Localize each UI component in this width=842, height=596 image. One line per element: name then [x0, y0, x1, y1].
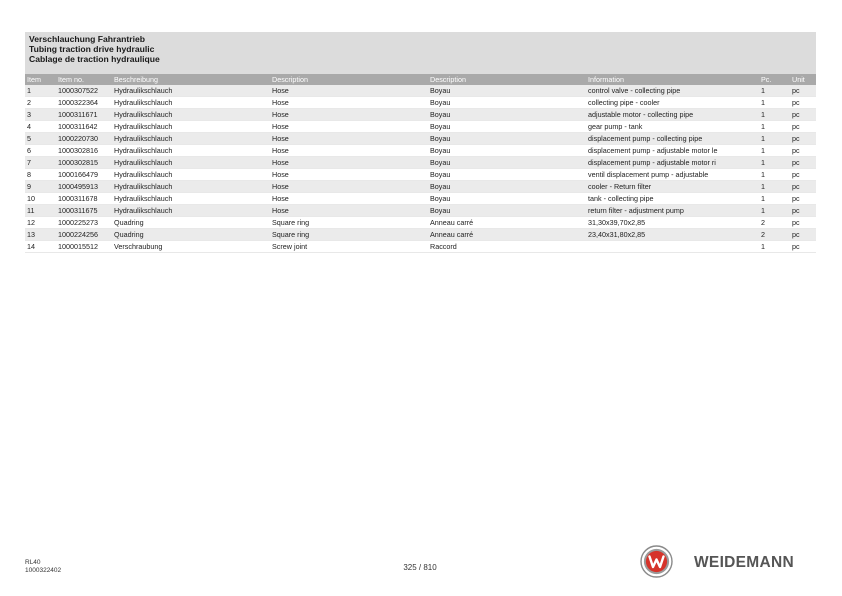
table-cell: 1000311671 — [56, 109, 112, 121]
table-row — [25, 181, 816, 193]
table-row — [25, 217, 816, 229]
column-header: Item no. — [56, 74, 112, 85]
table-cell: 9 — [25, 181, 56, 193]
table-cell: 1000015512 — [56, 241, 112, 253]
table-cell: 23,40x31,80x2,85 — [586, 229, 759, 241]
table-cell: 31,30x39,70x2,85 — [586, 217, 759, 229]
table-cell: 1000311675 — [56, 205, 112, 217]
title-english: Tubing traction drive hydraulic — [29, 44, 155, 54]
table-cell: 14 — [25, 241, 56, 253]
table-cell: 7 — [25, 157, 56, 169]
table-cell: Hydraulikschlauch — [112, 97, 270, 109]
table-body — [25, 85, 816, 253]
table-cell: Hydraulikschlauch — [112, 169, 270, 181]
table-cell: pc — [790, 181, 816, 193]
table-cell: Verschraubung — [112, 241, 270, 253]
table-cell: Hose — [270, 193, 428, 205]
table-cell: 5 — [25, 133, 56, 145]
table-cell: Square ring — [270, 217, 428, 229]
title-french: Cablage de traction hydraulique — [29, 54, 160, 64]
table-cell: 1000322364 — [56, 97, 112, 109]
table-cell: Boyau — [428, 205, 586, 217]
table-cell: Hose — [270, 181, 428, 193]
table-cell: 1000495913 — [56, 181, 112, 193]
parts-table — [25, 74, 816, 253]
table-cell: Anneau carré — [428, 217, 586, 229]
table-cell: 1 — [759, 97, 790, 109]
table-cell: 1000302815 — [56, 157, 112, 169]
column-header: Description — [270, 74, 428, 85]
table-cell: Hydraulikschlauch — [112, 109, 270, 121]
table-cell: Boyau — [428, 121, 586, 133]
table-header-row — [25, 74, 816, 85]
table-cell: Hose — [270, 85, 428, 97]
table-cell: Raccord — [428, 241, 586, 253]
footer-info — [25, 559, 61, 575]
table-cell: control valve - collecting pipe — [586, 85, 759, 97]
table-cell: 12 — [25, 217, 56, 229]
table-cell: 1000220730 — [56, 133, 112, 145]
table-cell: 1000311678 — [56, 193, 112, 205]
table-cell: Hose — [270, 169, 428, 181]
table-cell: Hydraulikschlauch — [112, 193, 270, 205]
table-cell: displacement pump - adjustable motor le — [586, 145, 759, 157]
table-cell: 10 — [25, 193, 56, 205]
table-cell: Hose — [270, 133, 428, 145]
column-header: Information — [586, 74, 759, 85]
model-name: RL40 — [25, 559, 41, 566]
document-number: 1000322402 — [25, 567, 62, 574]
table-cell: Hydraulikschlauch — [112, 85, 270, 97]
table-cell: pc — [790, 85, 816, 97]
table-cell: 1000224256 — [56, 229, 112, 241]
brand-logo — [640, 545, 820, 577]
page-number: 325 / 810 — [403, 563, 437, 572]
table-cell: pc — [790, 217, 816, 229]
table-cell: return filter - adjustment pump — [586, 205, 759, 217]
table-cell: gear pump - tank — [586, 121, 759, 133]
table-cell: pc — [790, 97, 816, 109]
table-cell: pc — [790, 241, 816, 253]
table-cell: ventil displacement pump - adjustable — [586, 169, 759, 181]
table-cell: Hose — [270, 145, 428, 157]
table-cell: 2 — [759, 229, 790, 241]
table-cell: Square ring — [270, 229, 428, 241]
table-cell: 1000225273 — [56, 217, 112, 229]
table-row — [25, 85, 816, 97]
table-cell: 1 — [759, 241, 790, 253]
table-cell: displacement pump - collecting pipe — [586, 133, 759, 145]
table-cell: Hydraulikschlauch — [112, 133, 270, 145]
table-row — [25, 121, 816, 133]
table-cell: 8 — [25, 169, 56, 181]
column-header: Beschreibung — [112, 74, 270, 85]
table-cell: 3 — [25, 109, 56, 121]
table-cell: Boyau — [428, 133, 586, 145]
table-row — [25, 241, 816, 253]
table-cell: pc — [790, 193, 816, 205]
column-header: Unit — [790, 74, 816, 85]
table-cell: Hydraulikschlauch — [112, 205, 270, 217]
table-cell: Boyau — [428, 193, 586, 205]
table-cell: Hose — [270, 157, 428, 169]
table-cell: pc — [790, 133, 816, 145]
table-cell: Hydraulikschlauch — [112, 121, 270, 133]
table-cell: 1000307522 — [56, 85, 112, 97]
table-cell: Hose — [270, 109, 428, 121]
table-cell: Quadring — [112, 229, 270, 241]
table-row — [25, 169, 816, 181]
table-cell: Boyau — [428, 97, 586, 109]
table-cell: 1 — [759, 121, 790, 133]
table-cell: Boyau — [428, 109, 586, 121]
table-cell: 1 — [759, 169, 790, 181]
table-row — [25, 205, 816, 217]
table-cell: pc — [790, 205, 816, 217]
table-cell: Boyau — [428, 85, 586, 97]
table-cell: collecting pipe - cooler — [586, 97, 759, 109]
column-header: Item — [25, 74, 56, 85]
table-cell: Boyau — [428, 181, 586, 193]
table-cell: 1 — [759, 109, 790, 121]
table-row — [25, 133, 816, 145]
table-row — [25, 157, 816, 169]
table-cell: 2 — [25, 97, 56, 109]
section-title-box — [25, 32, 816, 74]
table-cell: cooler - Return filter — [586, 181, 759, 193]
table-cell: Hose — [270, 205, 428, 217]
table-cell: 1 — [759, 193, 790, 205]
table-cell: pc — [790, 109, 816, 121]
table-cell: pc — [790, 145, 816, 157]
table-cell: Hose — [270, 121, 428, 133]
table-cell: tank - collecting pipe — [586, 193, 759, 205]
table-cell: 6 — [25, 145, 56, 157]
table-cell: 11 — [25, 205, 56, 217]
table-cell — [586, 241, 759, 253]
table-cell: 2 — [759, 217, 790, 229]
table-cell: displacement pump - adjustable motor ri — [586, 157, 759, 169]
table-cell: Screw joint — [270, 241, 428, 253]
table-cell: Boyau — [428, 169, 586, 181]
table-cell: Hose — [270, 97, 428, 109]
table-cell: pc — [790, 157, 816, 169]
weidemann-w-logo-icon — [640, 545, 673, 578]
table-cell: 1 — [759, 133, 790, 145]
brand-name: WEIDEMANN — [694, 554, 794, 571]
table-cell: Hydraulikschlauch — [112, 181, 270, 193]
table-cell: 13 — [25, 229, 56, 241]
table-cell: pc — [790, 229, 816, 241]
table-cell: Quadring — [112, 217, 270, 229]
table-row — [25, 229, 816, 241]
table-row — [25, 193, 816, 205]
table-cell: adjustable motor - collecting pipe — [586, 109, 759, 121]
title-german: Verschlauchung Fahrantrieb — [29, 34, 146, 44]
table-cell: Hydraulikschlauch — [112, 145, 270, 157]
table-row — [25, 145, 816, 157]
table-cell: 1000311642 — [56, 121, 112, 133]
table-cell: Anneau carré — [428, 229, 586, 241]
table-cell: Boyau — [428, 145, 586, 157]
table-cell: 4 — [25, 121, 56, 133]
table-cell: 1 — [759, 181, 790, 193]
table-row — [25, 109, 816, 121]
column-header: Pc. — [759, 74, 790, 85]
table-cell: Boyau — [428, 157, 586, 169]
table-cell: 1 — [759, 205, 790, 217]
table-cell: 1000302816 — [56, 145, 112, 157]
table-cell: 1 — [759, 145, 790, 157]
table-cell: 1000166479 — [56, 169, 112, 181]
table-cell: 1 — [25, 85, 56, 97]
table-cell: Hydraulikschlauch — [112, 157, 270, 169]
table-cell: 1 — [759, 157, 790, 169]
table-cell: pc — [790, 121, 816, 133]
column-header: Description — [428, 74, 586, 85]
table-cell: pc — [790, 169, 816, 181]
table-cell: 1 — [759, 85, 790, 97]
table-row — [25, 97, 816, 109]
